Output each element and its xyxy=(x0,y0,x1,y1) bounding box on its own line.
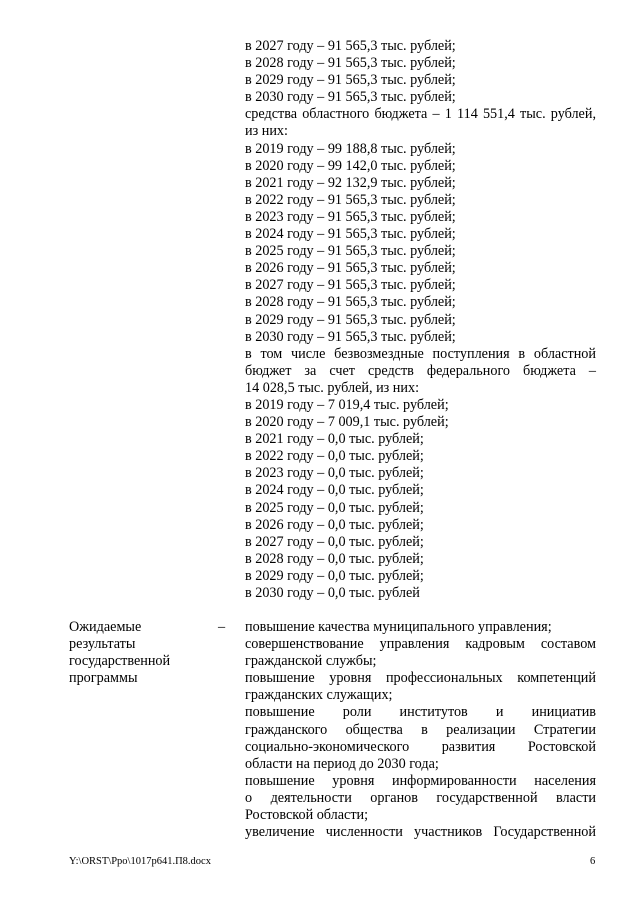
result-item-line: гражданских служащих; xyxy=(245,687,393,704)
federal-intro-line-2: бюджет за счет средств федерального бюджета – xyxy=(245,362,596,379)
result-item-line: повышение уровня информированности населения xyxy=(245,772,596,789)
federal-budget-lines xyxy=(245,397,596,602)
federal-year-line: в 2021 году – 0,0 тыс. рублей; xyxy=(245,431,424,448)
budget-year-line: в 2028 году – 91 565,3 тыс. рублей; xyxy=(245,55,456,72)
federal-intro-line-3: 14 028,5 тыс. рублей, из них: xyxy=(245,379,420,396)
federal-year-line: в 2022 году – 0,0 тыс. рублей; xyxy=(245,448,424,465)
footer-file-path: Y:\ORST\Ppo\1017p641.П8.docx xyxy=(69,856,211,867)
page-number: 6 xyxy=(590,856,596,867)
oblast-year-line: в 2030 году – 91 565,3 тыс. рублей; xyxy=(245,328,456,345)
oblast-year-line: в 2028 году – 91 565,3 тыс. рублей; xyxy=(245,294,456,311)
budget-year-line: в 2027 году – 91 565,3 тыс. рублей; xyxy=(245,38,456,54)
budget-year-line: в 2029 году – 91 565,3 тыс. рублей; xyxy=(245,72,456,89)
federal-year-line: в 2029 году – 0,0 тыс. рублей; xyxy=(245,567,424,584)
federal-year-line: в 2019 году – 7 019,4 тыс. рублей; xyxy=(245,396,449,413)
oblast-year-line: в 2021 году – 92 132,9 тыс. рублей; xyxy=(245,174,456,191)
federal-year-line: в 2026 году – 0,0 тыс. рублей; xyxy=(245,516,424,533)
federal-year-line: в 2027 году – 0,0 тыс. рублей; xyxy=(245,533,424,550)
budget-column xyxy=(245,38,596,602)
federal-year-line: в 2024 году – 0,0 тыс. рублей; xyxy=(245,482,424,499)
expected-results-list xyxy=(245,619,596,841)
result-item-line: повышение качества муниципального управления; xyxy=(245,619,552,635)
federal-year-line: в 2028 году – 0,0 тыс. рублей; xyxy=(245,550,424,567)
result-item-line: гражданской службы; xyxy=(245,653,377,670)
result-item-line: повышение роли институтов и инициатив xyxy=(245,704,596,721)
label-line: программы xyxy=(69,670,138,687)
result-item-line: Ростовской области; xyxy=(245,807,369,824)
oblast-year-line: в 2026 году – 91 565,3 тыс. рублей; xyxy=(245,260,456,277)
label-dash: – xyxy=(218,619,226,635)
oblast-year-line: в 2023 году – 91 565,3 тыс. рублей; xyxy=(245,208,456,225)
oblast-year-line: в 2020 году – 99 142,0 тыс. рублей; xyxy=(245,157,456,174)
result-item-line: социально-экономического развития Ростовской xyxy=(245,738,596,755)
label-line: Ожидаемые xyxy=(69,619,142,635)
federal-year-line: в 2020 году – 7 009,1 тыс. рублей; xyxy=(245,414,449,431)
expected-results-label xyxy=(69,619,181,687)
oblast-year-line: в 2019 году – 99 188,8 тыс. рублей; xyxy=(245,140,456,157)
federal-year-line: в 2025 году – 0,0 тыс. рублей; xyxy=(245,499,424,516)
oblast-year-line: в 2022 году – 91 565,3 тыс. рублей; xyxy=(245,191,456,208)
federal-intro-line-1: в том числе безвозмездные поступления в областной xyxy=(245,345,596,362)
result-item-line: гражданского общества в реализации Стратегии xyxy=(245,721,596,738)
oblast-budget-lines xyxy=(245,141,596,346)
label-line: государственной xyxy=(69,653,171,670)
result-item-line: повышение уровня профессиональных компетенций xyxy=(245,670,596,687)
result-item-line: о деятельности органов государственной власти xyxy=(245,789,596,806)
result-item-line: совершенствование управления кадровым составом xyxy=(245,636,596,653)
oblast-year-line: в 2029 году – 91 565,3 тыс. рублей; xyxy=(245,311,456,328)
federal-year-line: в 2023 году – 0,0 тыс. рублей; xyxy=(245,465,424,482)
result-item-line: увеличение численности участников Государственной xyxy=(245,824,596,841)
oblast-year-line: в 2025 году – 91 565,3 тыс. рублей; xyxy=(245,243,456,260)
oblast-year-line: в 2027 году – 91 565,3 тыс. рублей; xyxy=(245,277,456,294)
oblast-year-line: в 2024 году – 91 565,3 тыс. рублей; xyxy=(245,226,456,243)
oblast-budget-intro-cont: из них: xyxy=(245,123,288,140)
oblast-budget-intro: средства областного бюджета – 1 114 551,4 тыс. рублей, xyxy=(245,106,596,123)
federal-year-line: в 2030 году – 0,0 тыс. рублей xyxy=(245,585,420,601)
budget-lines-2027-2030 xyxy=(245,38,596,106)
label-line: результаты xyxy=(69,636,136,653)
result-item-line: области на период до 2030 года; xyxy=(245,755,439,772)
budget-year-line: в 2030 году – 91 565,3 тыс. рублей; xyxy=(245,89,456,106)
